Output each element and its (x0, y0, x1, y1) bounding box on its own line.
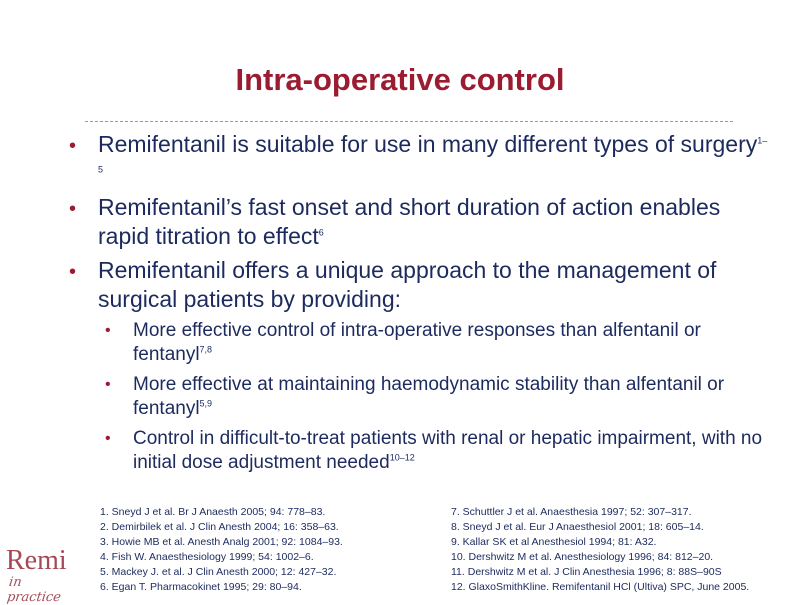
logo-tagline: in practice (5, 575, 62, 605)
sub-bullet-text: Control in difficult-to-treat patients with renal or hepatic impairment, with no initial dose adjustment needed (133, 428, 763, 473)
title-divider (85, 121, 733, 122)
bullet-text: Remifentanil is suitable for use in many different types of surgery (98, 131, 758, 157)
bullet-item (68, 130, 768, 188)
reference-superscript: 7,8 (199, 344, 213, 355)
sub-bullet-icon: • (105, 376, 111, 393)
sub-bullet-text: More effective control of intra-operative responses than alfentanil or fentanyl (133, 320, 701, 365)
reference-superscript: 5,9 (199, 398, 213, 409)
bullet-item (68, 256, 768, 314)
reference-item: 11. Dershwitz M et al. J Clin Anesthesia 1996; 8: 88S–90S (451, 566, 722, 578)
reference-item: 7. Schuttler J et al. Anaesthesia 1997; 52: 307–317. (451, 506, 692, 518)
reference-item: 9. Kallar SK et al Anesthesiol 1994; 81: A32. (451, 536, 657, 548)
reference-item: 1. Sneyd J et al. Br J Anaesth 2005; 94: 778–83. (100, 506, 326, 518)
bullet-list (68, 130, 768, 481)
remi-in-practice-logo (5, 545, 67, 605)
reference-superscript: 6 (318, 227, 324, 238)
bullet-icon: • (69, 261, 77, 283)
sub-bullet-text: More effective at maintaining haemodynamic stability than alfentanil or fentanyl (133, 374, 725, 419)
reference-item: 4. Fish W. Anaesthesiology 1999; 54: 1002–6. (100, 551, 314, 563)
sub-bullet-item (68, 373, 768, 421)
sub-bullet-list (68, 319, 768, 475)
sub-bullet-item (68, 427, 768, 475)
reference-item: 3. Howie MB et al. Anesth Analg 2001; 92: 1084–93. (100, 536, 343, 548)
reference-item: 10. Dershwitz M et al. Anesthesiology 1996; 84: 812–20. (451, 551, 714, 563)
sub-bullet-item (68, 319, 768, 367)
references-right (451, 505, 800, 595)
reference-item: 6. Egan T. Pharmacokinet 1995; 29: 80–94. (100, 581, 302, 593)
logo-wordmark: Remi (6, 545, 67, 576)
sub-bullet-icon: • (105, 322, 111, 339)
reference-item: 8. Sneyd J et al. Eur J Anaesthesiol 2001; 18: 605–14. (451, 521, 704, 533)
bullet-icon: • (69, 198, 77, 220)
reference-item: 5. Mackey J. et al. J Clin Anesth 2000; 12: 427–32. (100, 566, 337, 578)
bullet-item (68, 193, 768, 251)
bullet-text: Remifentanil’s fast onset and short duration of action enables rapid titration to effect (98, 194, 721, 249)
reference-superscript: 1–5 (98, 135, 768, 175)
sub-bullet-icon: • (105, 430, 111, 447)
reference-item: 2. Demirbilek et al. J Clin Anesth 2004; 16: 358–63. (100, 521, 339, 533)
references-left (100, 505, 440, 595)
bullet-icon: • (69, 135, 77, 157)
reference-superscript: 10–12 (389, 452, 415, 463)
slide-title: Intra-operative control (235, 62, 565, 97)
reference-item: 12. GlaxoSmithKline. Remifentanil HCl (Ultiva) SPC, June 2005. (451, 581, 750, 593)
bullet-text: Remifentanil offers a unique approach to the management of surgical patients by providing: (98, 257, 717, 312)
